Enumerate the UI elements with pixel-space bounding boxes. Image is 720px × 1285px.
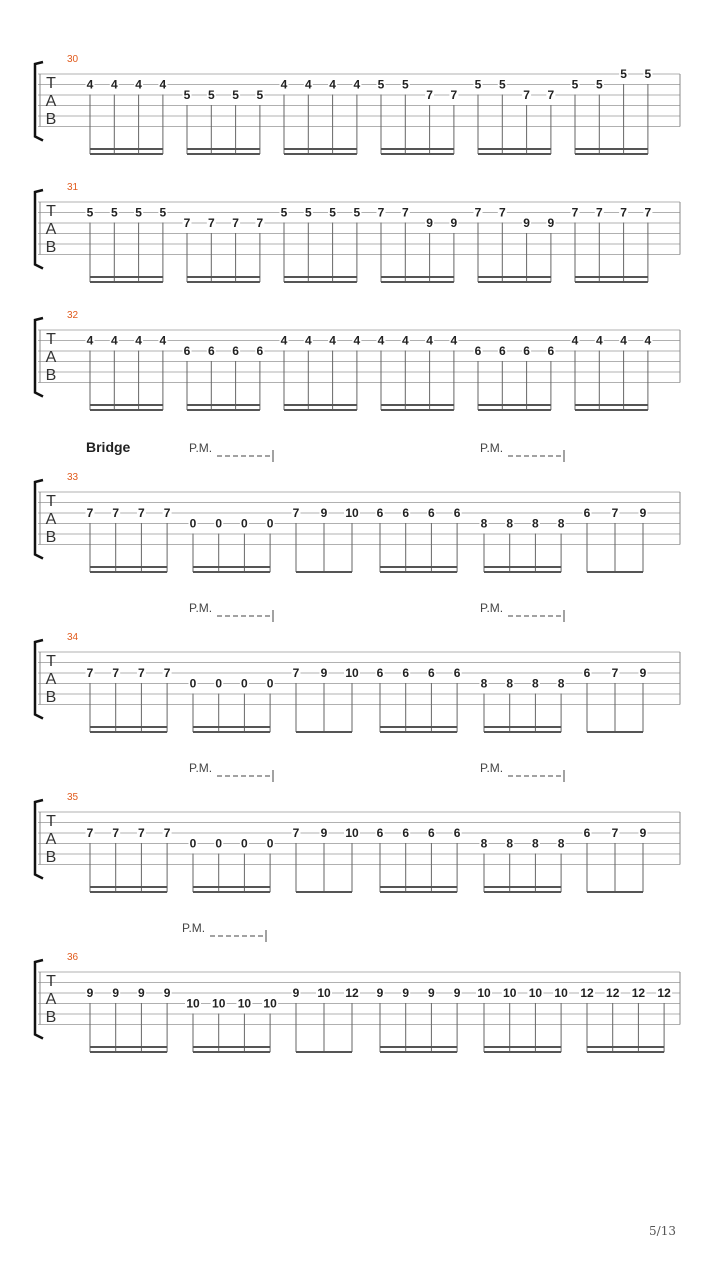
fret-number: 0	[266, 516, 274, 531]
fret-number: 9	[428, 986, 435, 1000]
fret-number: 0	[241, 836, 248, 851]
fret-number: 6	[428, 506, 435, 520]
fret-number: 8	[480, 676, 488, 691]
fret-number: 6	[232, 344, 239, 358]
fret-number: 9	[320, 506, 328, 520]
tab-letter: T	[46, 813, 56, 830]
tab-letter: T	[46, 653, 56, 670]
fret-number: 4	[595, 333, 603, 348]
fret-number: 4	[304, 77, 312, 92]
fret-number: 9	[320, 826, 328, 840]
fret-number: 4	[377, 333, 385, 348]
fret-number: 9	[86, 986, 94, 1000]
fret-number: 7	[450, 88, 458, 102]
fret-number: 7	[292, 666, 300, 680]
fret-number: 7	[232, 216, 239, 230]
fret-number: 5	[498, 77, 506, 92]
fret-number: 4	[159, 77, 167, 92]
fret-number: 7	[112, 506, 120, 520]
fret-number: 8	[532, 676, 539, 691]
fret-number: 5	[86, 205, 94, 220]
fret-number: 9	[320, 666, 328, 680]
fret-number: 5	[159, 205, 167, 220]
fret-number: 7	[163, 506, 171, 520]
fret-number: 7	[292, 506, 300, 520]
fret-number: 10	[477, 986, 491, 1000]
fret-number: 4	[86, 333, 94, 348]
fret-number: 7	[377, 205, 385, 220]
fret-number: 6	[583, 826, 591, 840]
fret-number: 8	[557, 516, 565, 531]
fret-number: 4	[401, 333, 409, 348]
fret-number: 7	[426, 88, 433, 102]
fret-number: 5	[304, 205, 312, 220]
fret-number: 6	[583, 666, 591, 680]
fret-number: 12	[580, 986, 594, 1000]
measure-number: 31	[67, 182, 79, 193]
tab-letter: T	[46, 75, 56, 92]
fret-number: 5	[256, 88, 264, 102]
fret-number: 8	[480, 836, 488, 851]
tab-letter: A	[45, 831, 57, 848]
fret-number: 4	[329, 77, 336, 92]
tab-letter: B	[45, 849, 57, 866]
fret-number: 7	[611, 826, 619, 840]
fret-number: 9	[523, 216, 530, 230]
tab-letter: T	[46, 973, 56, 990]
fret-number: 4	[280, 77, 288, 92]
fret-number: 9	[639, 506, 647, 520]
fret-number: 10	[345, 506, 359, 520]
fret-number: 0	[189, 676, 197, 691]
tab-letter: A	[45, 671, 57, 688]
fret-number: 10	[263, 996, 277, 1011]
fret-number: 7	[644, 205, 652, 220]
fret-number: 6	[376, 826, 384, 840]
tab-letter: A	[45, 93, 57, 110]
fret-number: 7	[292, 826, 300, 840]
fret-number: 5	[474, 77, 482, 92]
fret-number: 6	[453, 826, 461, 840]
fret-number: 4	[571, 333, 579, 348]
fret-number: 4	[353, 333, 361, 348]
fret-number: 5	[183, 88, 191, 102]
fret-number: 0	[241, 516, 248, 531]
fret-number: 8	[557, 676, 565, 691]
fret-number: 10	[528, 986, 543, 1000]
fret-number: 10	[503, 986, 517, 1000]
fret-number: 6	[523, 344, 530, 358]
fret-number: 12	[606, 986, 620, 1000]
fret-number: 9	[450, 216, 458, 230]
fret-number: 4	[426, 333, 433, 348]
fret-number: 0	[241, 676, 248, 691]
pm-label: P.M.	[182, 921, 206, 935]
fret-number: 7	[183, 216, 191, 230]
fret-number: 5	[644, 67, 652, 81]
measure-number: 36	[67, 952, 79, 963]
tab-letter: A	[45, 221, 57, 238]
fret-number: 6	[583, 506, 591, 520]
fret-number: 10	[237, 996, 252, 1011]
fret-number: 4	[86, 77, 94, 92]
fret-number: 5	[571, 77, 579, 92]
fret-number: 0	[189, 836, 197, 851]
fret-number: 5	[329, 205, 336, 220]
fret-number: 6	[402, 666, 410, 680]
fret-number: 0	[189, 516, 197, 531]
fret-number: 6	[547, 344, 555, 358]
fret-number: 8	[506, 836, 514, 851]
fret-number: 5	[232, 88, 239, 102]
fret-number: 10	[317, 986, 331, 1000]
fret-number: 9	[639, 826, 647, 840]
fret-number: 5	[620, 67, 627, 81]
fret-number: 7	[547, 88, 555, 102]
tab-letter: T	[46, 331, 56, 348]
fret-number: 7	[523, 88, 530, 102]
fret-number: 8	[532, 516, 539, 531]
tab-letter: B	[45, 529, 57, 546]
measure-number: 34	[67, 632, 79, 643]
fret-number: 8	[557, 836, 565, 851]
fret-number: 5	[110, 205, 118, 220]
fret-number: 4	[620, 333, 627, 348]
fret-number: 9	[112, 986, 120, 1000]
fret-number: 7	[112, 826, 120, 840]
measure-number: 35	[67, 792, 79, 803]
fret-number: 12	[631, 986, 646, 1000]
fret-number: 8	[506, 516, 514, 531]
fret-number: 4	[304, 333, 312, 348]
fret-number: 12	[345, 986, 359, 1000]
fret-number: 8	[506, 676, 514, 691]
fret-number: 0	[266, 836, 274, 851]
fret-number: 10	[212, 996, 226, 1011]
fret-number: 9	[639, 666, 647, 680]
fret-number: 7	[595, 205, 603, 220]
fret-number: 5	[353, 205, 361, 220]
fret-number: 6	[453, 666, 461, 680]
fret-number: 5	[280, 205, 288, 220]
measure-number: 33	[67, 472, 79, 483]
tab-letter: A	[45, 511, 57, 528]
fret-number: 6	[474, 344, 482, 358]
fret-number: 4	[135, 333, 142, 348]
fret-number: 7	[207, 216, 215, 230]
fret-number: 7	[86, 826, 94, 840]
fret-number: 4	[110, 333, 118, 348]
pm-label: P.M.	[189, 761, 213, 775]
fret-number: 5	[377, 77, 385, 92]
fret-number: 7	[163, 826, 171, 840]
fret-number: 5	[401, 77, 409, 92]
fret-number: 6	[183, 344, 191, 358]
tab-letter: A	[45, 349, 57, 366]
fret-number: 9	[402, 986, 410, 1000]
fret-number: 6	[498, 344, 506, 358]
fret-number: 7	[86, 506, 94, 520]
fret-number: 6	[428, 666, 435, 680]
fret-number: 9	[138, 986, 145, 1000]
fret-number: 4	[135, 77, 142, 92]
fret-number: 6	[207, 344, 215, 358]
fret-number: 7	[401, 205, 409, 220]
fret-number: 5	[207, 88, 215, 102]
page-number: 5/13	[649, 1224, 676, 1238]
pm-label: P.M.	[189, 601, 213, 615]
fret-number: 10	[554, 986, 568, 1000]
pm-label: P.M.	[189, 441, 213, 455]
fret-number: 0	[215, 676, 223, 691]
fret-number: 4	[280, 333, 288, 348]
fret-number: 0	[215, 516, 223, 531]
fret-number: 7	[138, 506, 145, 520]
fret-number: 7	[474, 205, 482, 220]
fret-number: 7	[138, 666, 145, 680]
fret-number: 7	[86, 666, 94, 680]
fret-number: 7	[138, 826, 145, 840]
fret-number: 12	[657, 986, 671, 1000]
fret-number: 7	[571, 205, 579, 220]
fret-number: 9	[426, 216, 433, 230]
fret-number: 7	[620, 205, 627, 220]
fret-number: 7	[112, 666, 120, 680]
fret-number: 6	[376, 666, 384, 680]
pm-label: P.M.	[480, 761, 504, 775]
fret-number: 7	[611, 666, 619, 680]
fret-number: 4	[110, 77, 118, 92]
tab-letter: B	[45, 1009, 57, 1026]
fret-number: 6	[402, 826, 410, 840]
fret-number: 4	[644, 333, 652, 348]
fret-number: 7	[163, 666, 171, 680]
measure-number: 32	[67, 310, 79, 321]
fret-number: 0	[215, 836, 223, 851]
tab-letter: B	[45, 239, 57, 256]
fret-number: 8	[480, 516, 488, 531]
fret-number: 6	[376, 506, 384, 520]
fret-number: 9	[292, 986, 300, 1000]
tab-letter: B	[45, 111, 57, 128]
measure-number: 30	[67, 54, 79, 65]
section-label: Bridge	[86, 439, 131, 455]
fret-number: 6	[453, 506, 461, 520]
fret-number: 4	[353, 77, 361, 92]
fret-number: 6	[428, 826, 435, 840]
fret-number: 9	[547, 216, 555, 230]
fret-number: 7	[256, 216, 264, 230]
fret-number: 10	[186, 996, 200, 1011]
fret-number: 10	[345, 826, 359, 840]
fret-number: 8	[532, 836, 539, 851]
fret-number: 6	[256, 344, 264, 358]
fret-number: 5	[595, 77, 603, 92]
fret-number: 9	[376, 986, 384, 1000]
fret-number: 6	[402, 506, 410, 520]
tab-letter: A	[45, 991, 57, 1008]
tab-letter: T	[46, 203, 56, 220]
fret-number: 7	[611, 506, 619, 520]
fret-number: 4	[159, 333, 167, 348]
fret-number: 0	[266, 676, 274, 691]
tab-letter: T	[46, 493, 56, 510]
fret-number: 7	[498, 205, 506, 220]
fret-number: 4	[329, 333, 336, 348]
pm-label: P.M.	[480, 601, 504, 615]
fret-number: 9	[453, 986, 461, 1000]
tab-letter: B	[45, 689, 57, 706]
fret-number: 9	[163, 986, 171, 1000]
fret-number: 10	[345, 666, 359, 680]
fret-number: 4	[450, 333, 458, 348]
tab-letter: B	[45, 367, 57, 384]
pm-label: P.M.	[480, 441, 504, 455]
fret-number: 5	[135, 205, 142, 220]
